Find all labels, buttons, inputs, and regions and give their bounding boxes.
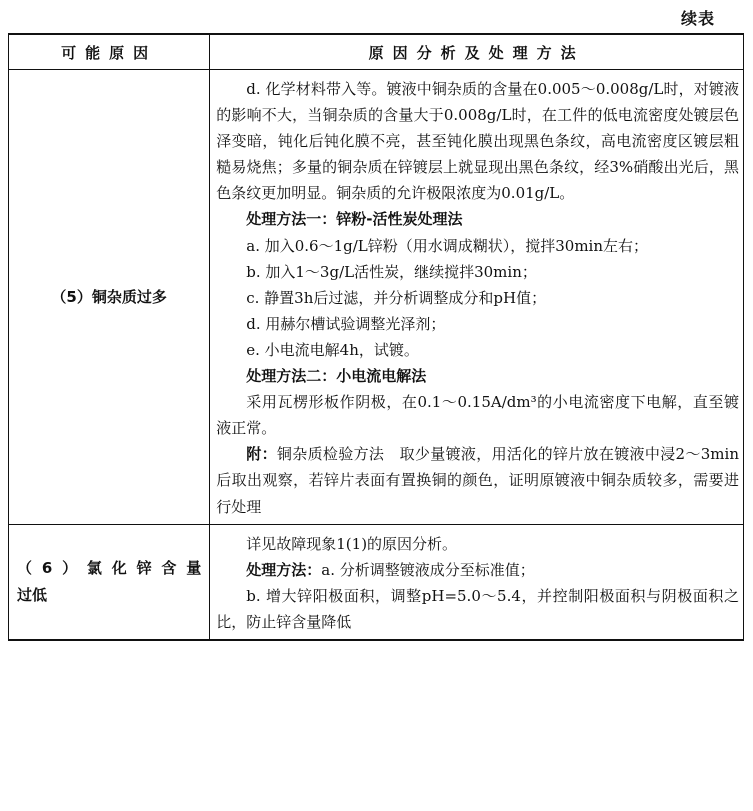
analysis-zinc-chloride-low (210, 524, 744, 640)
zinc-method-a-paragraph (216, 557, 739, 583)
method1-title: 处理方法一：锌粉-活性炭处理法 (246, 210, 463, 229)
zinc-method-label: 处理方法： (246, 560, 322, 579)
method1-step-d: d. 用赫尔槽试验调整光泽剂； (246, 314, 446, 333)
appendix-paragraph (216, 441, 739, 519)
cause-zinc-line1: （6）氯化锌含量 (17, 558, 202, 577)
method1-step-c: c. 静置3h后过滤，并分析调整成分和pH值； (246, 288, 547, 307)
table-header-row (9, 34, 744, 70)
zinc-method-b: b. 增大锌阳极面积，调整pH=5.0～5.4，并控制阳极面积与阴极面积之比，防止锌含量降低 (216, 586, 739, 631)
zinc-method-a: a. 分析调整镀液成分至标准值； (321, 560, 535, 579)
method2-text: 采用瓦楞形板作阴极，在0.1～0.15A/dm³的小电流密度下电解，直至镀液正常。 (216, 393, 739, 438)
copper-analysis-text: d. 化学材料带入等。镀液中铜杂质的含量在0.005～0.008g/L时，对镀液的影响不大，当铜杂质的含量大于0.008g/L时，在工件的低电流密度处镀层色泽变暗，钝化后钝化膜不亮，甚至钝化膜出现黑色条纹，高电流密度区镀层粗糙易烧焦；多量的铜杂质在锌镀层上就显现出黑色条纹，经3%硝酸出光后，黑色条纹更加明显。铜杂质的允许极限浓度为0.01g/L。 (216, 80, 739, 203)
method2-title: 处理方法二：小电流电解法 (246, 367, 427, 386)
table-row-zinc-chloride-low (9, 524, 744, 640)
appendix-label: 附： (246, 445, 277, 464)
cause-zinc-chloride-low (9, 524, 210, 640)
table-row-copper-impurity (9, 70, 744, 525)
method1-step-e: e. 小电流电解4h，试镀。 (246, 340, 419, 359)
cause-zinc-line2: 过低 (17, 585, 48, 604)
appendix-text: 铜杂质检验方法 取少量镀液，用活化的锌片放在镀液中浸2～3min后取出观察，若锌片表面有置换铜的颜色，证明原镀液中铜杂质较多，需要进行处理 (216, 445, 739, 516)
header-possible-cause: 可能原因 (9, 34, 210, 70)
zinc-analysis-ref: 详见故障现象1(1)的原因分析。 (246, 534, 458, 553)
continued-label: 续表 (680, 9, 715, 28)
cause-copper-impurity: （5）铜杂质过多 (9, 70, 210, 525)
method1-step-b: b. 加入1～3g/L活性炭，继续搅拌30min； (246, 262, 537, 281)
analysis-copper-impurity (210, 70, 744, 525)
header-analysis-method: 原因分析及处理方法 (210, 34, 744, 70)
cause-analysis-table (8, 33, 744, 641)
method1-step-a: a. 加入0.6～1g/L锌粉（用水调成糊状），搅拌30min左右； (246, 236, 649, 255)
